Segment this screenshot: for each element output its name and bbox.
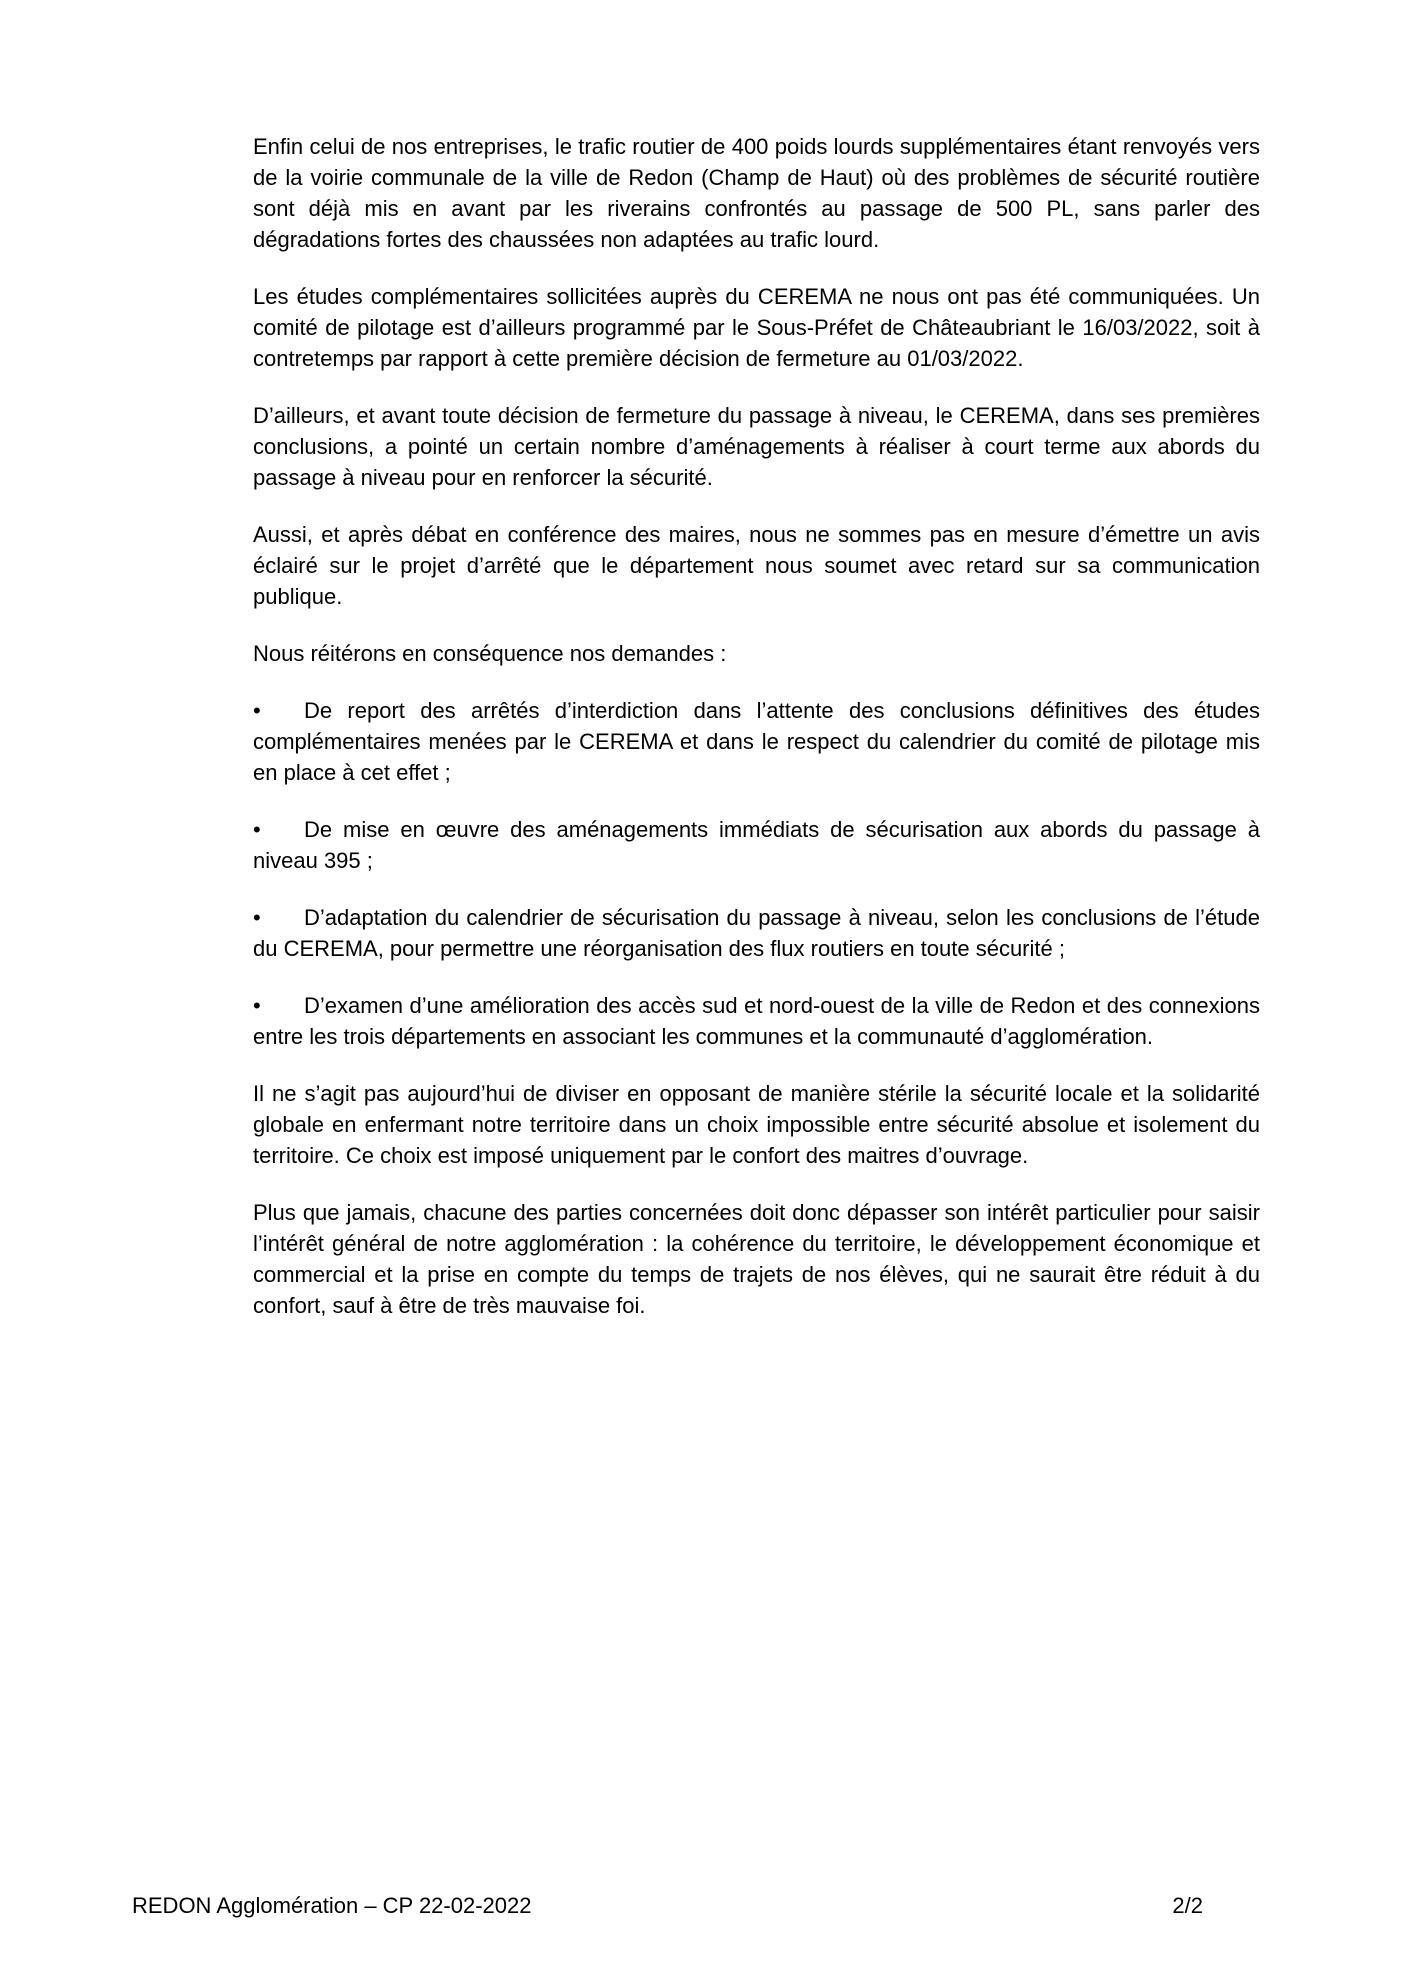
footer-page-number: 2/2	[1172, 1893, 1203, 1918]
paragraph: Aussi, et après débat en conférence des maires, nous ne sommes pas en mesure d’émettre un avis éclairé sur le projet d’arrêté que le département nous soumet avec retard sur sa communication publique.	[253, 522, 1260, 609]
bullet-icon: •	[253, 993, 261, 1018]
paragraph: Plus que jamais, chacune des parties concernées doit donc dépasser son intérêt particulier pour saisir l’intérêt général de notre agglomération : la cohérence du territoire, le développement économique et commercial et la prise en compte du temps de trajets de nos élèves, qui ne saurait être réduit à du confort, sauf à être de très mauvaise foi.	[253, 1200, 1260, 1318]
document-body	[253, 131, 1260, 1321]
bullet-icon: •	[253, 817, 261, 842]
bullet-icon: •	[253, 905, 261, 930]
paragraph: Les études complémentaires sollicitées auprès du CEREMA ne nous ont pas été communiquées. Un comité de pilotage est d’ailleurs programmé par le Sous-Préfet de Châteaubriant le 16/03/2022, soit à contretemps par rapport à cette première décision de fermeture au 01/03/2022.	[253, 284, 1260, 371]
bullet-item	[253, 990, 1260, 1052]
page-footer	[132, 1892, 1203, 1920]
bullet-icon: •	[253, 698, 261, 723]
paragraph: D’ailleurs, et avant toute décision de fermeture du passage à niveau, le CEREMA, dans ses premières conclusions, a pointé un certain nombre d’aménagements à réaliser à court terme aux abords du passage à niveau pour en renforcer la sécurité.	[253, 403, 1260, 490]
bullet-text: D’adaptation du calendrier de sécurisation du passage à niveau, selon les conclusions de l’étude du CEREMA, pour permettre une réorganisation des flux routiers en toute sécurité ;	[253, 905, 1260, 961]
bullet-text: De report des arrêtés d’interdiction dans l’attente des conclusions définitives des études complémentaires menées par le CEREMA et dans le respect du calendrier du comité de pilotage mis en place à cet effet ;	[253, 698, 1260, 785]
bullet-item	[253, 902, 1260, 964]
bullet-item	[253, 814, 1260, 876]
footer-document-ref: REDON Agglomération – CP 22-02-2022	[132, 1893, 532, 1918]
bullet-text: D’examen d’une amélioration des accès sud et nord-ouest de la ville de Redon et des connexions entre les trois départements en associant les communes et la communauté d’agglomération.	[253, 993, 1260, 1049]
paragraph: Il ne s’agit pas aujourd’hui de diviser en opposant de manière stérile la sécurité locale et la solidarité globale en enfermant notre territoire dans un choix impossible entre sécurité absolue et isolement du territoire. Ce choix est imposé uniquement par le confort des maitres d’ouvrage.	[253, 1081, 1260, 1168]
paragraph: Enfin celui de nos entreprises, le trafic routier de 400 poids lourds supplémentaires étant renvoyés vers de la voirie communale de la ville de Redon (Champ de Haut) où des problèmes de sécurité routière sont déjà mis en avant par les riverains confrontés au passage de 500 PL, sans parler des dégradations fortes des chaussées non adaptées au trafic lourd.	[253, 134, 1260, 252]
paragraph: Nous réitérons en conséquence nos demandes :	[253, 641, 727, 666]
bullet-item	[253, 695, 1260, 788]
bullet-text: De mise en œuvre des aménagements immédiats de sécurisation aux abords du passage à niveau 395 ;	[253, 817, 1260, 873]
